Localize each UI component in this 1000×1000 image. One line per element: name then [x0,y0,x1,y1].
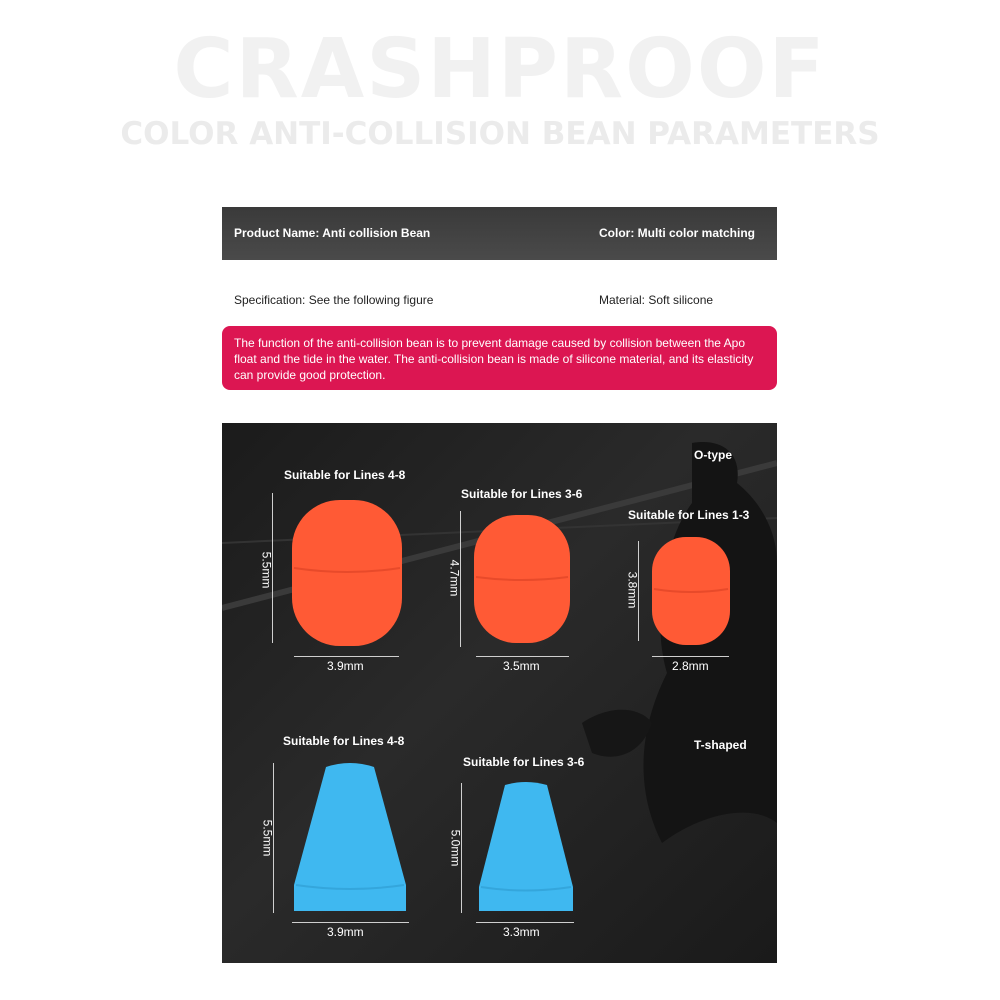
hero-background-word: CRASHPROOF [173,22,827,117]
size-figure-panel [222,423,777,963]
t-bead-2-height: 5.0mm [448,829,463,867]
t-bead-1 [292,761,408,913]
function-notice [222,326,777,390]
o-bead-2-height: 4.7mm [447,559,462,597]
o-type-label: O-type [694,448,733,462]
t-bead-2 [477,781,575,913]
t-bead-1-height: 5.5mm [260,819,275,857]
o-bead-1-height: 5.5mm [259,551,274,589]
t-bead-2-width: 3.3mm [503,925,540,939]
page-subtitle: COLOR ANTI-COLLISION BEAN PARAMETERS [120,116,880,152]
t-bead-1-width: 3.9mm [327,925,364,939]
product-info-bar [222,207,777,260]
product-name: Product Name: Anti collision Bean [234,226,431,240]
o-bead-1-width: 3.9mm [327,659,364,673]
t-bead-2-suitable: Suitable for Lines 3-6 [463,755,585,769]
product-specification: Specification: See the following figure [234,293,434,307]
o-bead-2-width: 3.5mm [503,659,540,673]
o-bead-3-suitable: Suitable for Lines 1-3 [628,508,750,522]
function-notice-text: The function of the anti-collision bean is to prevent damage caused by collision between the Apo float and the tide in the water. The anti-collision bean is made of silicone material, and its elasticity can provide good protection. [234,336,754,382]
t-bead-1-suitable: Suitable for Lines 4-8 [283,734,405,748]
o-bead-2-suitable: Suitable for Lines 3-6 [461,487,583,501]
product-material: Material: Soft silicone [599,293,714,307]
o-bead-2 [472,515,572,645]
o-bead-3 [650,537,732,647]
o-bead-1-suitable: Suitable for Lines 4-8 [284,468,406,482]
product-color: Color: Multi color matching [599,226,755,240]
t-shaped-label: T-shaped [694,738,747,752]
o-bead-3-height: 3.8mm [625,571,640,609]
o-bead-1 [288,498,408,648]
o-bead-3-width: 2.8mm [672,659,709,673]
